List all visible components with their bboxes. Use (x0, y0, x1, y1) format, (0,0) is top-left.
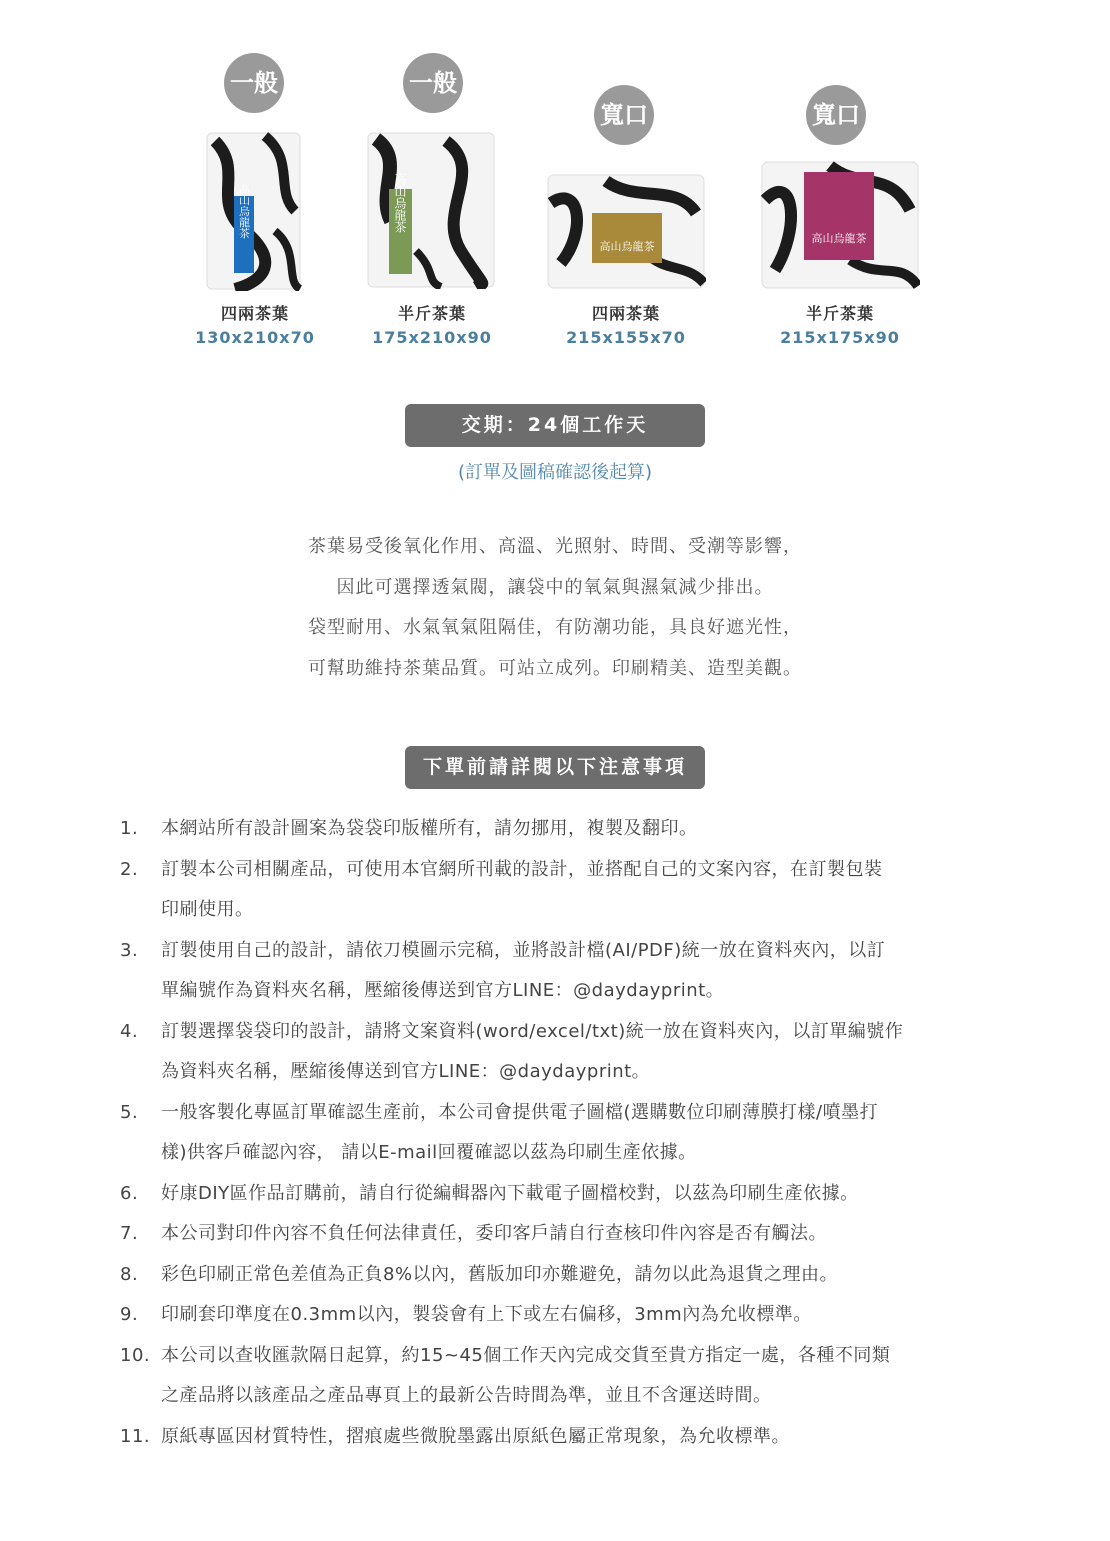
product-size: 130x210x70 (195, 328, 315, 347)
product-size: 215x175x90 (780, 328, 900, 347)
tea-bag-image (546, 173, 706, 290)
tea-bag-image (205, 131, 302, 291)
list-item (116, 809, 996, 850)
item-number: 1. (120, 818, 139, 839)
type-badge: 寬口 (806, 85, 866, 145)
description-line: 因此可選擇透氣閥，讓袋中的氧氣與濕氣減少排出。 (336, 576, 774, 598)
item-text: 樣)供客戶確認內容， 請以E-mail回覆確認以茲為印刷生產依據。 (161, 1142, 697, 1163)
item-number: 8. (120, 1263, 139, 1285)
delivery-note: (訂單及圖稿確認後起算) (457, 462, 653, 483)
product-name: 半斤茶葉 (805, 304, 874, 323)
item-number: 4. (120, 1020, 139, 1042)
product-description (0, 530, 1110, 692)
item-text: 本網站所有設計圖案為袋袋印版權所有，請勿挪用，複製及翻印。 (161, 818, 698, 839)
item-text: 一般客製化專區訂單確認生產前，本公司會提供電子圖檔(選購數位印刷薄膜打樣/噴墨打 (161, 1101, 879, 1123)
item-text: 訂製選擇袋袋印的設計，請將文案資料(word/excel/txt)統一放在資料夾內，以訂單編號作 (161, 1020, 904, 1042)
notice-list (116, 809, 996, 1457)
item-number: 2. (120, 858, 139, 880)
item-text: 印刷套印準度在0.3mm以內，製袋會有上下或左右偏移，3mm內為允收標準。 (161, 1304, 812, 1325)
item-text: 好康DIY區作品訂購前，請自行從編輯器內下載電子圖檔校對，以茲為印刷生產依據。 (161, 1182, 859, 1204)
list-item (116, 1214, 996, 1255)
item-text: 單編號作為資料夾名稱，壓縮後傳送到官方LINE：@daydayprint。 (161, 980, 725, 1001)
item-number: 7. (120, 1223, 139, 1244)
item-text: 原紙專區因材質特性，摺痕處些微脫墨露出原紙色屬正常現象，為允收標準。 (161, 1425, 790, 1447)
item-number: 9. (120, 1304, 139, 1325)
item-text: 為資料夾名稱，壓縮後傳送到官方LINE：@daydayprint。 (161, 1061, 651, 1082)
list-item (116, 1417, 996, 1458)
list-item (116, 1012, 996, 1093)
item-text: 之產品將以該產品之產品專頁上的最新公告時間為準，並且不含運送時間。 (161, 1385, 772, 1406)
item-text: 本公司對印件內容不負任何法律責任，委印客戶請自行查核印件內容是否有觸法。 (161, 1223, 827, 1244)
description-line: 袋型耐用、水氣氧氣阻隔佳，有防潮功能，具良好遮光性， (308, 617, 802, 638)
product-size: 175x210x90 (372, 328, 492, 347)
item-number: 6. (120, 1182, 139, 1204)
list-item (116, 1093, 996, 1174)
list-item (116, 1295, 996, 1336)
item-text: 訂製使用自己的設計，請依刀模圖示完稿，並將設計檔(AI/PDF)統一放在資料夾內，以訂 (161, 939, 886, 961)
item-number: 11. (120, 1425, 151, 1447)
list-item (116, 1174, 996, 1215)
description-line: 可幫助維持茶葉品質。可站立成列。印刷精美、造型美觀。 (308, 657, 802, 679)
svg-text:高山烏龍茶: 高山烏龍茶 (599, 240, 655, 253)
list-item (116, 1255, 996, 1296)
svg-text:高山烏龍茶: 高山烏龍茶 (393, 173, 407, 233)
list-item (116, 1336, 996, 1417)
product-name: 四兩茶葉 (591, 304, 660, 323)
item-number: 3. (120, 939, 139, 961)
notice-heading: 下單前請詳閱以下注意事項 (405, 746, 705, 789)
list-item (116, 931, 996, 1012)
product-name: 半斤茶葉 (397, 304, 466, 323)
type-badge: 一般 (403, 53, 463, 113)
item-number: 10. (120, 1344, 151, 1366)
item-text: 本公司以查收匯款隔日起算，約15~45個工作天內完成交貨至貴方指定一處，各種不同類 (161, 1344, 891, 1366)
item-text: 訂製本公司相關產品，可使用本官網所刊載的設計，並搭配自己的文案內容，在訂製包裝 (161, 858, 883, 880)
product-name: 四兩茶葉 (220, 304, 289, 323)
item-number: 5. (120, 1101, 139, 1123)
svg-text:高山烏龍茶: 高山烏龍茶 (237, 183, 251, 239)
type-badge: 寬口 (594, 85, 654, 145)
product-size: 215x155x70 (566, 328, 686, 347)
list-item (116, 850, 996, 931)
item-text: 印刷使用。 (161, 899, 254, 920)
item-text: 彩色印刷正常色差值為正負8%以內，舊版加印亦難避免，請勿以此為退貨之理由。 (161, 1263, 839, 1285)
delivery-time-badge: 交期：24個工作天 (405, 404, 705, 447)
type-badge: 一般 (224, 53, 284, 113)
tea-bag-image (366, 131, 496, 289)
description-line: 茶葉易受後氧化作用、高溫、光照射、時間、受潮等影響， (308, 536, 802, 557)
svg-text:高山烏龍茶: 高山烏龍茶 (811, 232, 867, 245)
tea-bag-image (760, 160, 920, 290)
